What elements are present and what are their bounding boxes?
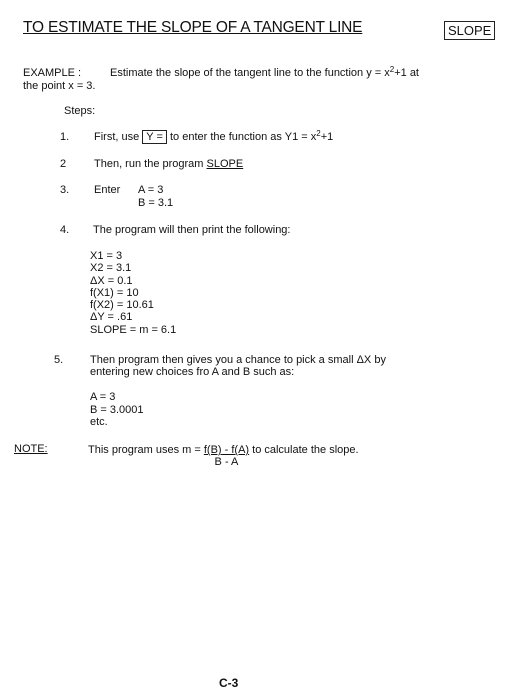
page-number: C-3 <box>219 676 239 690</box>
example-point: the point x = 3. <box>23 80 96 92</box>
step-1-text <box>94 131 333 143</box>
note-pre: This program uses m = <box>88 444 201 456</box>
choice-line: etc. <box>90 416 108 428</box>
y-equals-key: Y = <box>142 130 167 144</box>
step-1-post: to enter the function as Y1 = x <box>169 131 317 143</box>
choice-line: B = 3.0001 <box>90 403 144 416</box>
note-post: to calculate the slope. <box>252 444 359 456</box>
output-line: f(X1) = 10 <box>90 286 139 299</box>
slope-tag: SLOPE <box>444 21 495 40</box>
step-4-text: The program will then print the following: <box>93 224 291 236</box>
example-text-part1: Estimate the slope of the tangent line to the function y = x <box>110 67 390 79</box>
example-exponent: 2 <box>389 65 395 74</box>
step-5-number: 5. <box>54 354 64 366</box>
step-2-number: 2 <box>60 158 67 170</box>
step-3-number: 3. <box>60 184 70 196</box>
example-text <box>110 67 419 79</box>
note-text <box>88 444 359 468</box>
program-output <box>90 250 176 336</box>
step-3-a-value: A = 3 <box>138 184 164 196</box>
example-label: EXAMPLE : <box>23 67 82 79</box>
step-1-post2: +1 <box>320 131 334 143</box>
output-line: X2 = 3.1 <box>90 262 132 275</box>
program-name: SLOPE <box>206 158 244 170</box>
formula-numerator: f(B) - f(A) <box>203 444 250 456</box>
output-line: f(X2) = 10.61 <box>90 299 154 312</box>
step-3-enter: Enter <box>94 184 121 196</box>
steps-label: Steps: <box>64 105 96 117</box>
step-5-line-2: entering new choices fro A and B such as: <box>90 366 295 378</box>
note-label: NOTE: <box>14 443 48 455</box>
formula-denominator: B - A <box>214 456 239 468</box>
step-3-b-value: B = 3.1 <box>138 197 174 209</box>
new-choices <box>90 391 144 429</box>
slope-formula <box>204 444 249 468</box>
output-line: ΔY = .61 <box>90 311 133 324</box>
step-2-pre: Then, run the program <box>94 158 204 170</box>
step-2-text <box>94 158 243 170</box>
choice-line: A = 3 <box>90 391 116 403</box>
step-1-number: 1. <box>60 131 70 143</box>
output-line: ΔX = 0.1 <box>90 274 133 287</box>
example-text-part2: +1 at <box>394 67 419 79</box>
step-5-line-1: Then program then gives you a chance to pick a small ΔX by <box>90 354 386 366</box>
step-1-pre: First, use <box>94 131 140 143</box>
output-line: SLOPE = m = 6.1 <box>90 323 177 336</box>
step-1-exponent: 2 <box>316 129 321 138</box>
page-title: TO ESTIMATE THE SLOPE OF A TANGENT LINE <box>23 19 363 36</box>
step-4-number: 4. <box>60 224 70 236</box>
output-line: X1 = 3 <box>90 250 123 262</box>
